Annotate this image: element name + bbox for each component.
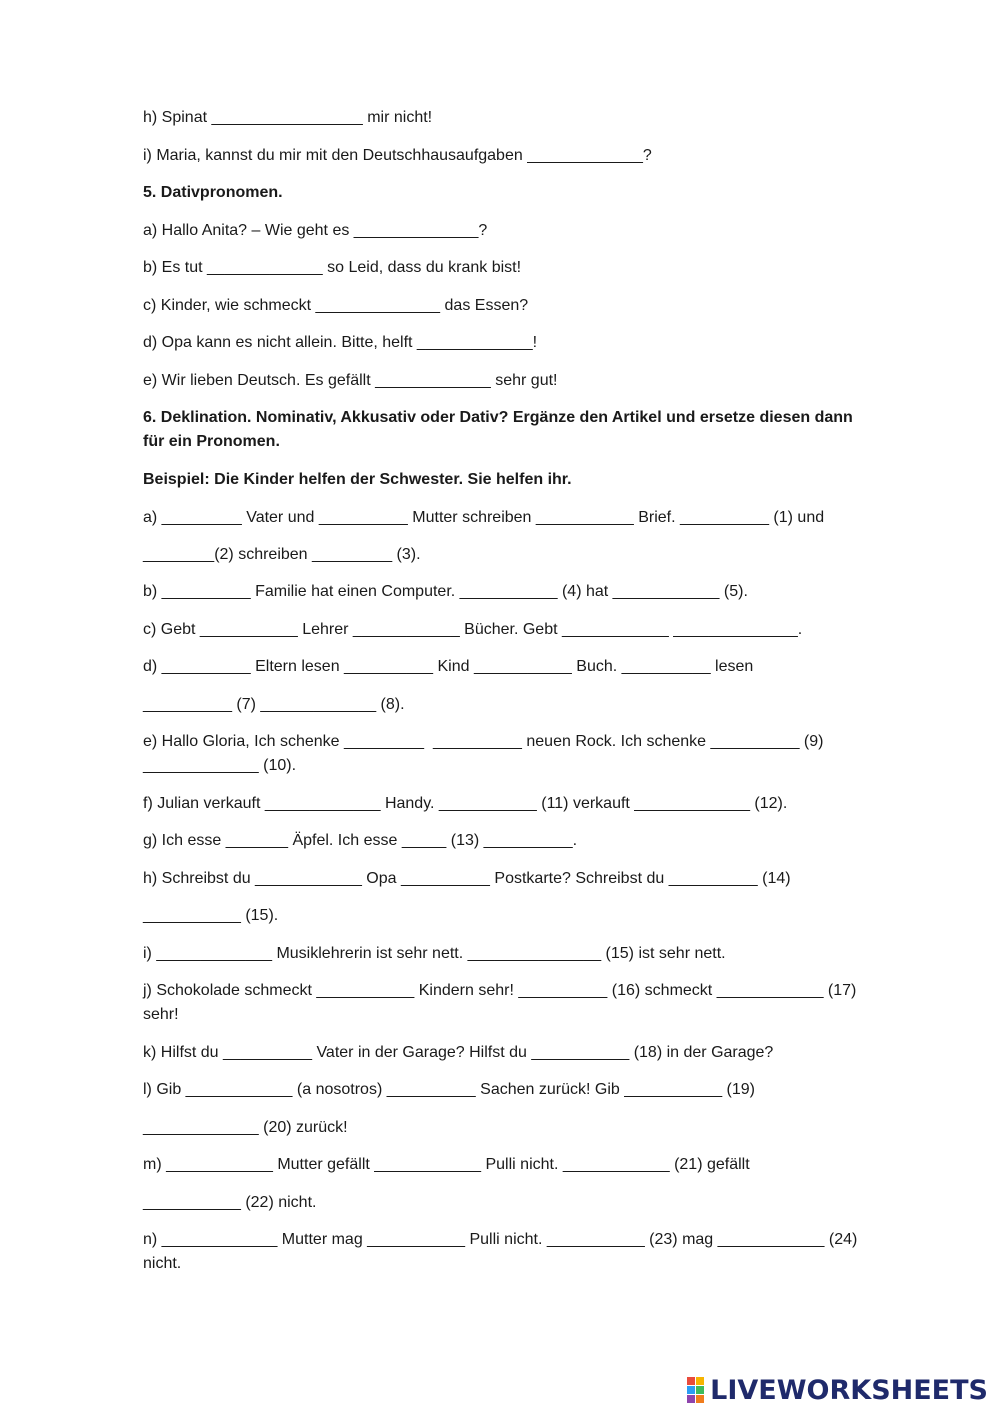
example-sentence: Beispiel: Die Kinder helfen der Schwester. Sie helfen ihr.	[143, 471, 572, 488]
liveworksheets-logo[interactable]	[687, 1375, 988, 1405]
exercise-5d: d) Opa kann es nicht allein. Bitte, helft _____________!	[143, 334, 538, 351]
exercise-5e: e) Wir lieben Deutsch. Es gefällt _____________ sehr gut!	[143, 372, 558, 389]
exercise-4h: h) Spinat _________________ mir nicht!	[143, 109, 433, 126]
exercise-5c: c) Kinder, wie schmeckt ______________ das Essen?	[143, 297, 529, 314]
exercise-5a: a) Hallo Anita? – Wie geht es ______________?	[143, 222, 488, 239]
exercise-6k: k) Hilfst du __________ Vater in der Garage? Hilfst du ___________ (18) in der Garage?	[143, 1044, 774, 1061]
exercise-6m-cont: ___________ (22) nicht.	[143, 1194, 317, 1211]
exercise-6b: b) __________ Familie hat einen Computer. ___________ (4) hat ____________ (5).	[143, 583, 748, 600]
exercise-6d-cont: __________ (7) _____________ (8).	[143, 696, 405, 713]
exercise-6e: e) Hallo Gloria, Ich schenke _________ __________ neuen Rock. Ich schenke __________ (9) _____________ (10).	[143, 733, 828, 774]
exercise-6h: h) Schreibst du ____________ Opa __________ Postkarte? Schreibst du __________ (14)	[143, 870, 791, 887]
exercise-6j: j) Schokolade schmeckt ___________ Kindern sehr! __________ (16) schmeckt ____________ (17) sehr!	[143, 982, 861, 1023]
exercise-5b: b) Es tut _____________ so Leid, dass du krank bist!	[143, 259, 522, 276]
section-heading-6: 6. Deklination. Nominativ, Akkusativ oder Dativ? Ergänze den Artikel und ersetze diesen dann für ein Pronomen.	[143, 409, 858, 450]
exercise-6c: c) Gebt ___________ Lehrer ____________ Bücher. Gebt ____________ ______________.	[143, 621, 803, 638]
exercise-6d: d) __________ Eltern lesen __________ Kind ___________ Buch. __________ lesen	[143, 658, 754, 675]
exercise-6i: i) _____________ Musiklehrerin ist sehr nett. _______________ (15) ist sehr nett.	[143, 945, 726, 962]
exercise-6a: a) _________ Vater und __________ Mutter schreiben ___________ Brief. __________ (1) und	[143, 509, 825, 526]
exercise-6h-cont: ___________ (15).	[143, 907, 279, 924]
exercise-6l-cont: _____________ (20) zurück!	[143, 1119, 348, 1136]
exercise-6l: l) Gib ____________ (a nosotros) __________ Sachen zurück! Gib ___________ (19)	[143, 1081, 755, 1098]
liveworksheets-logo-icon	[687, 1377, 704, 1403]
exercise-6f: f) Julian verkauft _____________ Handy. ___________ (11) verkauft _____________ (12).	[143, 795, 788, 812]
exercise-6a-cont: ________(2) schreiben _________ (3).	[143, 546, 421, 563]
section-heading-5: 5. Dativpronomen.	[143, 184, 283, 201]
liveworksheets-logo-text: LIVEWORKSHEETS	[710, 1374, 988, 1406]
exercise-6m: m) ____________ Mutter gefällt ____________ Pulli nicht. ____________ (21) gefällt	[143, 1156, 750, 1173]
exercise-4i: i) Maria, kannst du mir mit den Deutschhausaufgaben _____________?	[143, 147, 652, 164]
exercise-6n: n) _____________ Mutter mag ___________ Pulli nicht. ___________ (23) mag ____________ (24) nicht.	[143, 1231, 862, 1272]
exercise-6g: g) Ich esse _______ Äpfel. Ich esse _____ (13) __________.	[143, 832, 578, 849]
